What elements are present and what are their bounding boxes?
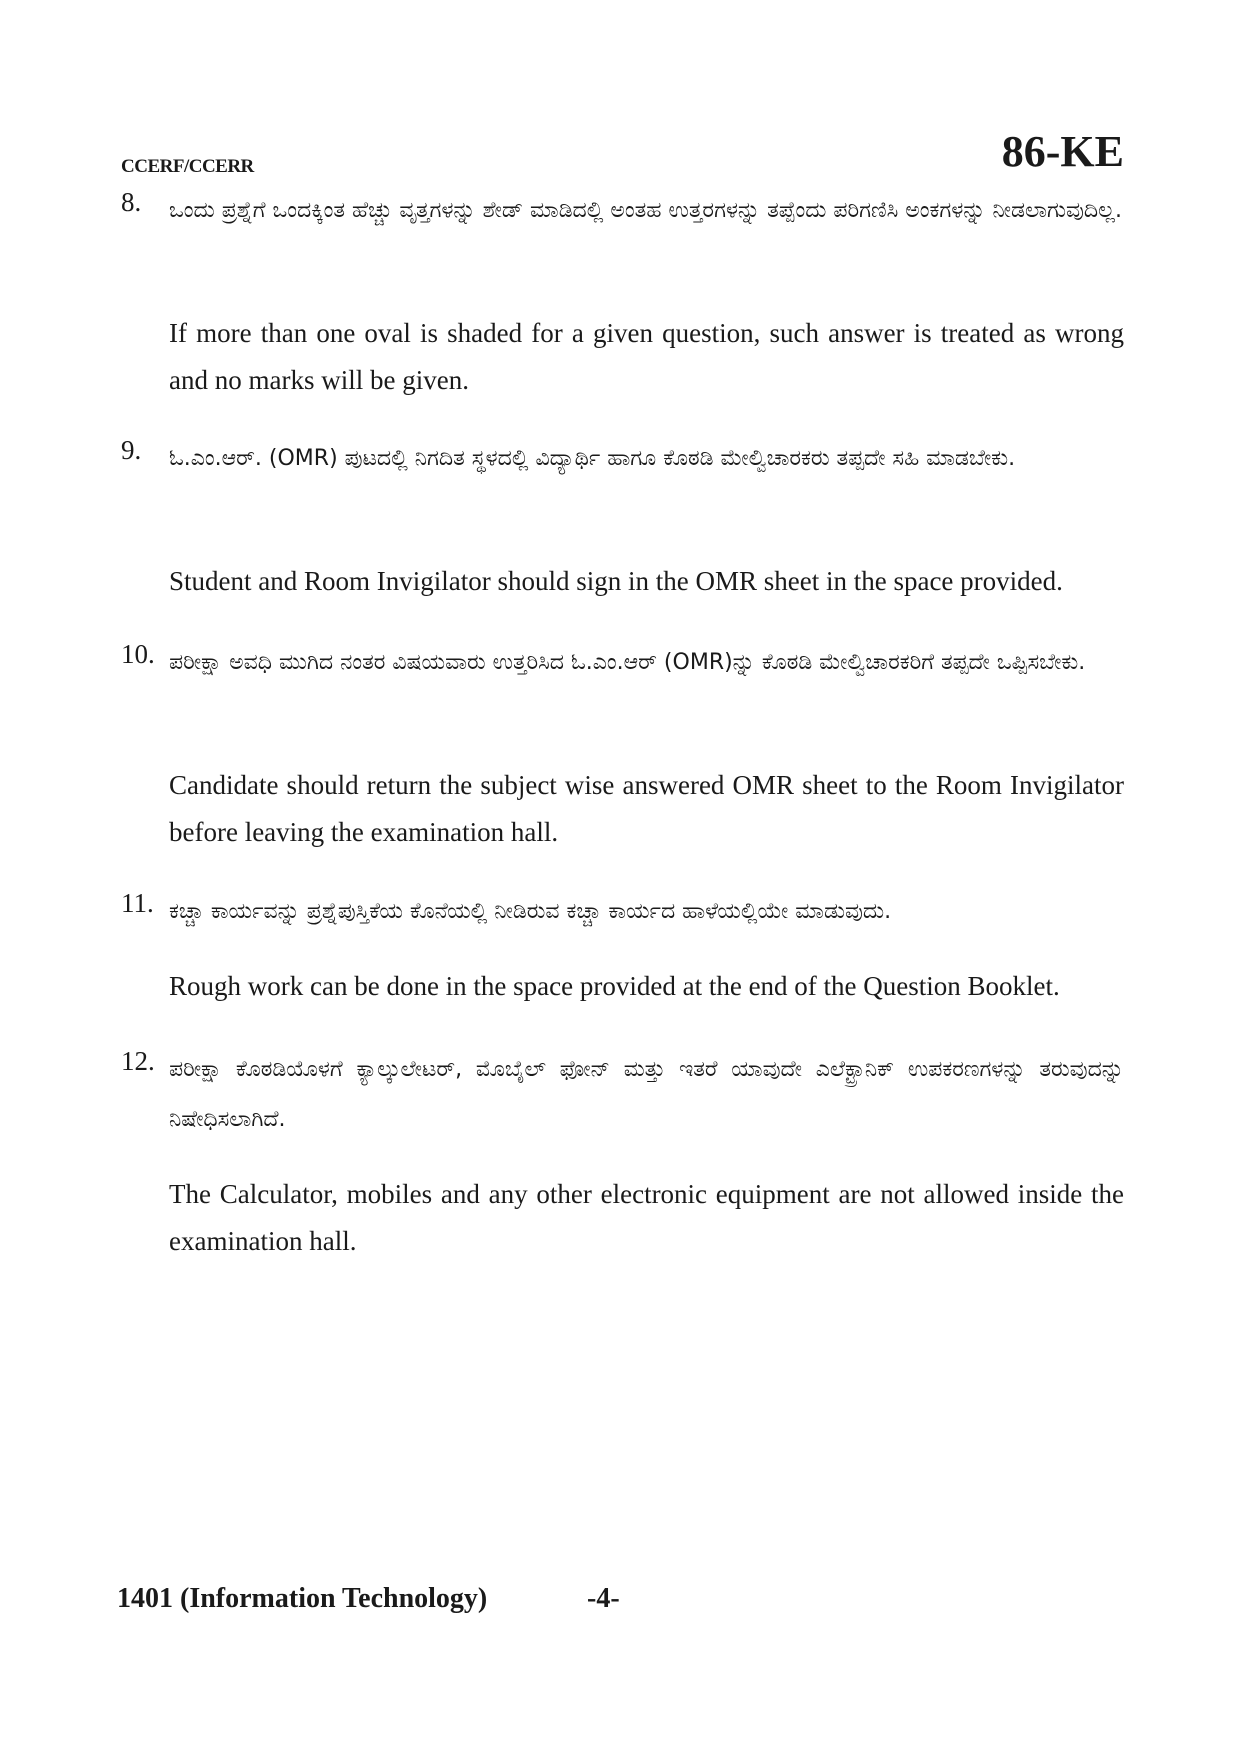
instruction-kannada-text: ಒಂದು ಪ್ರಶ್ನೆಗೆ ಒಂದಕ್ಕಿಂತ ಹೆಚ್ಚು ವೃತ್ತಗಳನ್ನು ಶೇಡ್ ಮಾಡಿದಲ್ಲಿ ಅಂತಹ ಉತ್ತರಗಳನ್ನು ತಪ್ಪೆಂದು ಪರಿಗಣಿಸಿ ಅಂಕಗಳನ್ನು ನೀಡಲಾಗುವುದಿಲ್ಲ.: [169, 198, 1122, 223]
paper-code: 86-KE: [1001, 127, 1124, 176]
instruction-english-text: Rough work can be done in the space provided at the end of the Question Booklet.: [169, 971, 1060, 1001]
instruction-number: 8.: [121, 187, 142, 217]
instruction-number: 11.: [121, 888, 154, 918]
instruction-english-text: Student and Room Invigilator should sign in the OMR sheet in the space provided.: [169, 566, 1063, 596]
instruction-english-text: Candidate should return the subject wise answered OMR sheet to the Room Invigilator before leaving the examination hall.: [169, 770, 1124, 847]
instruction-english-text: If more than one oval is shaded for a given question, such answer is treated as wrong and no marks will be given.: [169, 318, 1124, 395]
instruction-number: 12.: [121, 1046, 155, 1076]
instruction-kannada-text: ಓ.ಎಂ.ಆರ್. (OMR) ಪುಟದಲ್ಲಿ ನಿಗದಿತ ಸ್ಥಳದಲ್ಲಿ ವಿದ್ಯಾರ್ಥಿ ಹಾಗೂ ಕೊಠಡಿ ಮೇಲ್ವಿಚಾರಕರು ತಪ್ಪದೇ ಸಹಿ ಮಾಡಬೇಕು.: [169, 446, 1016, 471]
instruction-kannada-text: ಪರೀಕ್ಷಾ ಕೊಠಡಿಯೊಳಗೆ ಕ್ಯಾಲ್ಕುಲೇಟರ್, ಮೊಬೈಲ್ ಫೋನ್ ಮತ್ತು ಇತರೆ ಯಾವುದೇ ಎಲೆಕ್ಟ್ರಾನಿಕ್ ಉಪಕರಣಗಳನ್ನು ತರುವುದನ್ನು ನಿಷೇಧಿಸಲಾಗಿದೆ.: [169, 1057, 1124, 1132]
instruction-number: 9.: [121, 435, 142, 465]
instruction-kannada-text: ಪರೀಕ್ಷಾ ಅವಧಿ ಮುಗಿದ ನಂತರ ವಿಷಯವಾರು ಉತ್ತರಿಸಿದ ಓ.ಎಂ.ಆರ್ (OMR)ನ್ನು ಕೊಠಡಿ ಮೇಲ್ವಿಚಾರಕರಿಗೆ ತಪ್ಪದೇ ಒಪ್ಪಿಸಬೇಕು.: [169, 650, 1086, 675]
page-number: -4-: [587, 1583, 620, 1614]
instruction-number: 10.: [121, 639, 155, 669]
instruction-english-text: The Calculator, mobiles and any other electronic equipment are not allowed inside the examination hall.: [169, 1179, 1124, 1256]
footer-subject: 1401 (Information Technology): [117, 1583, 488, 1614]
instruction-kannada-text: ಕಚ್ಚಾ ಕಾರ್ಯವನ್ನು ಪ್ರಶ್ನೆಪುಸ್ತಿಕೆಯ ಕೊನೆಯಲ್ಲಿ ನೀಡಿರುವ ಕಚ್ಚಾ ಕಾರ್ಯದ ಹಾಳೆಯಲ್ಲಿಯೇ ಮಾಡುವುದು.: [169, 899, 892, 924]
exam-code: CCERF/CCERR: [121, 156, 254, 177]
